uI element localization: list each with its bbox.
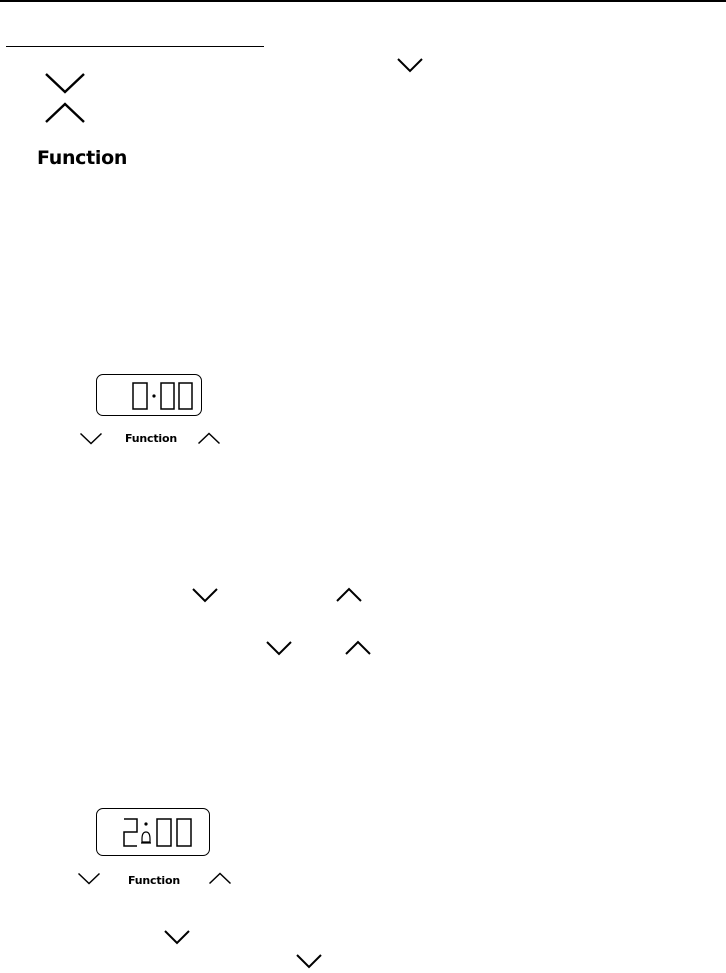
chevron-up-icon <box>44 102 86 124</box>
chevron-down-icon <box>44 72 86 94</box>
function-label: Function <box>125 432 177 445</box>
display-digits <box>97 375 203 417</box>
chevron-down-icon <box>191 587 219 603</box>
section-rule <box>6 46 264 47</box>
chevron-down-icon <box>79 432 103 445</box>
chevron-up-icon <box>344 640 372 656</box>
chevron-down-icon <box>396 57 424 73</box>
display-digits <box>97 809 211 857</box>
function-label: Function <box>37 147 128 169</box>
function-label: Function <box>128 874 180 887</box>
chevron-down-icon <box>163 929 191 945</box>
chevron-down-icon <box>265 640 293 656</box>
bell-icon <box>141 832 151 843</box>
chevron-up-icon <box>197 432 221 445</box>
chevron-up-icon <box>335 587 363 603</box>
timer-display <box>96 374 202 416</box>
chevron-down-icon <box>295 953 323 969</box>
timer-display <box>96 808 210 856</box>
chevron-up-icon <box>208 872 232 885</box>
chevron-down-icon <box>77 872 101 885</box>
top-rule <box>0 0 726 2</box>
